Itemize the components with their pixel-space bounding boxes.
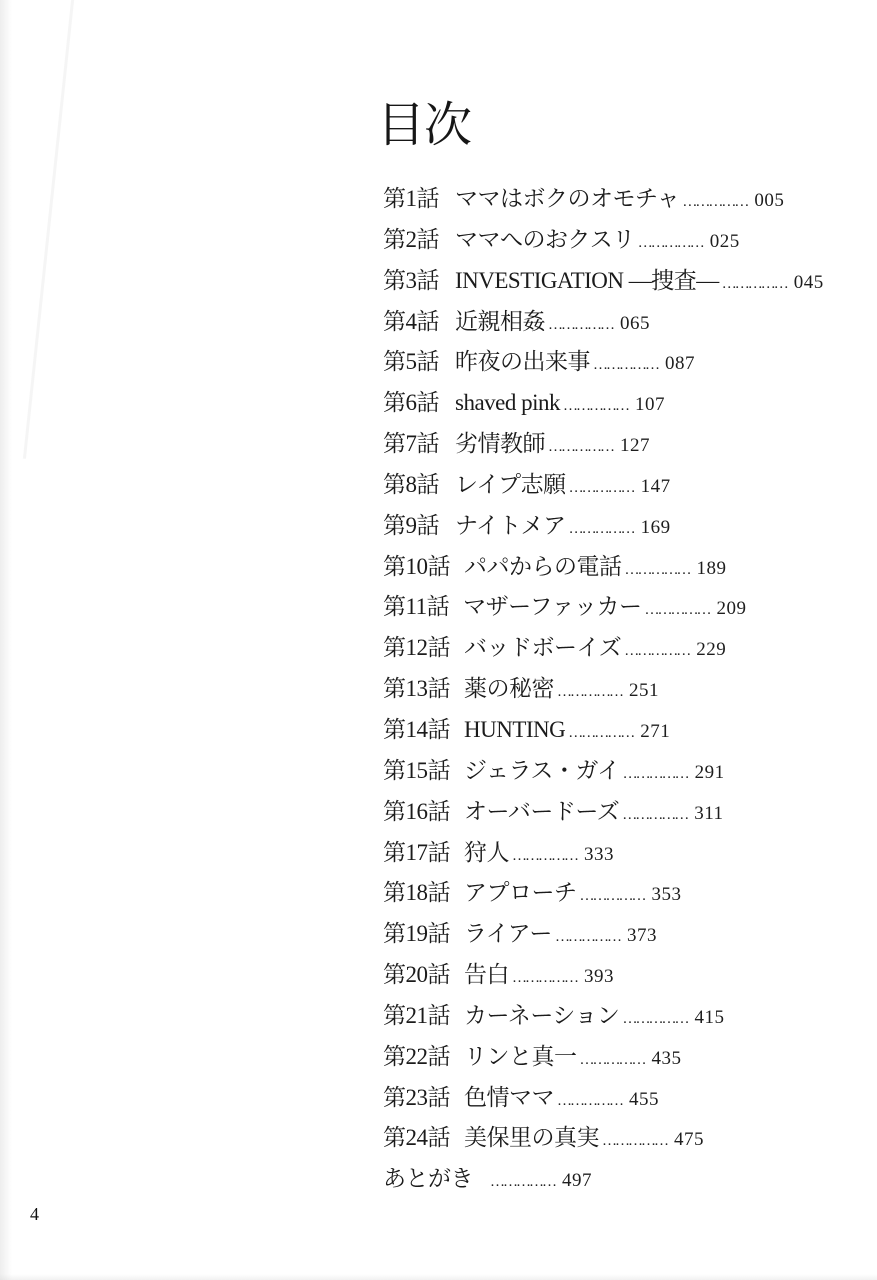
- chapter-label: 第14話: [383, 716, 450, 742]
- chapter-label: 第3話: [383, 267, 439, 293]
- toc-entry: [383, 955, 843, 996]
- dot-leader: ……………: [602, 1133, 667, 1150]
- toc-entry: [383, 1159, 843, 1200]
- dot-leader: ……………: [554, 929, 620, 946]
- dot-leader: ……………: [568, 479, 634, 496]
- chapter-title: 昨夜の出来事: [455, 349, 590, 375]
- dot-leader: ……………: [512, 847, 577, 864]
- chapter-title: リンと真一: [464, 1043, 577, 1069]
- dot-leader: ……………: [563, 398, 629, 415]
- chapter-label: 第19話: [383, 921, 450, 947]
- chapter-title: INVESTIGATION ―捜査―: [455, 267, 719, 293]
- dot-leader: ……………: [579, 1051, 645, 1068]
- dot-leader: ……………: [557, 684, 622, 701]
- toc-entry: [383, 792, 843, 833]
- chapter-label: 第23話: [383, 1084, 450, 1110]
- entry-page-number: 229: [696, 639, 727, 661]
- dot-leader: ……………: [622, 1010, 688, 1027]
- toc-entry: [383, 261, 843, 302]
- entry-page-number: 087: [665, 353, 695, 375]
- scan-edge-bottom: [0, 1274, 877, 1280]
- chapter-label: 第21話: [383, 1002, 450, 1028]
- toc-entry: [383, 302, 843, 343]
- toc-entry: [383, 220, 843, 261]
- entry-page-number: 373: [626, 925, 657, 947]
- folio-page-number: 4: [30, 1204, 39, 1224]
- chapter-title: カーネーション: [464, 1002, 620, 1028]
- dot-leader: ……………: [568, 520, 634, 537]
- chapter-title: マザーファッカー: [463, 594, 642, 620]
- toc-entry: [383, 873, 843, 914]
- chapter-label: 第5話: [383, 349, 439, 375]
- chapter-label: 第9話: [383, 512, 439, 538]
- chapter-title: オーバードーズ: [464, 798, 620, 824]
- toc-entry: [383, 1037, 843, 1078]
- chapter-label: 第6話: [383, 390, 439, 416]
- dot-leader: ……………: [624, 643, 690, 660]
- entry-page-number: 127: [620, 435, 650, 457]
- chapter-label: 第17話: [383, 839, 450, 865]
- toc-entry: [383, 506, 843, 547]
- chapter-title: 狩人: [464, 839, 509, 865]
- chapter-title: ママへのおクスリ: [455, 226, 635, 252]
- entry-page-number: 251: [629, 680, 659, 702]
- chapter-label: 第22話: [383, 1043, 450, 1069]
- entry-page-number: 005: [754, 190, 785, 211]
- chapter-title: パパからの電話: [464, 553, 622, 579]
- chapter-label: 第13話: [383, 676, 450, 702]
- chapter-title: ナイトメア: [455, 512, 566, 538]
- chapter-title: 近親相姦: [455, 308, 545, 334]
- dot-leader: ……………: [568, 724, 634, 741]
- toc-entry: [383, 424, 843, 465]
- toc-entry: [383, 547, 843, 588]
- chapter-label: あとがき: [383, 1166, 473, 1192]
- dot-leader: ……………: [622, 806, 688, 823]
- chapter-label: 第1話: [383, 186, 439, 211]
- toc-list: [383, 179, 843, 1200]
- dot-leader: ……………: [593, 357, 658, 374]
- chapter-title: 美保里の真実: [464, 1125, 599, 1151]
- chapter-title: ジェラス・ガイ: [464, 757, 620, 783]
- entry-page-number: 353: [651, 884, 682, 906]
- chapter-label: 第10話: [383, 553, 450, 579]
- entry-page-number: 333: [584, 843, 614, 865]
- toc-entry: [383, 751, 843, 792]
- toc-entry: [383, 833, 843, 874]
- toc-entry: [383, 628, 843, 669]
- dot-leader: ……………: [548, 316, 613, 333]
- dot-leader: ……………: [490, 1174, 555, 1191]
- dot-leader: ……………: [548, 439, 613, 456]
- chapter-title: バッドボーイズ: [464, 635, 622, 661]
- entry-page-number: 107: [635, 394, 666, 416]
- entry-page-number: 065: [620, 312, 650, 334]
- toc-entry: [383, 710, 843, 751]
- toc-entry: [383, 669, 843, 710]
- chapter-label: 第20話: [383, 962, 450, 988]
- page-title: 目次: [377, 99, 472, 152]
- chapter-label: 第7話: [383, 431, 439, 457]
- entry-page-number: 435: [651, 1047, 682, 1069]
- chapter-title: HUNTING: [464, 716, 566, 742]
- toc-entry: [383, 587, 843, 628]
- dot-leader: ……………: [682, 194, 748, 210]
- dot-leader: ……………: [644, 602, 710, 619]
- chapter-title: 色情ママ: [464, 1084, 554, 1110]
- entry-page-number: 025: [709, 230, 740, 252]
- entry-page-number: 311: [694, 802, 724, 824]
- toc-entry: [383, 1118, 843, 1159]
- dot-leader: ……………: [624, 561, 690, 578]
- dot-leader: ……………: [579, 888, 645, 905]
- chapter-label: 第11話: [383, 594, 450, 620]
- toc-entry: [383, 342, 843, 383]
- chapter-title: 劣情教師: [455, 431, 545, 457]
- entry-page-number: 147: [640, 475, 671, 497]
- entry-page-number: 291: [694, 761, 725, 783]
- entry-page-number: 475: [674, 1129, 704, 1151]
- toc-entry: [383, 996, 843, 1037]
- entry-page-number: 393: [584, 966, 614, 988]
- chapter-title: shaved pink: [455, 390, 561, 416]
- dot-leader: ……………: [721, 275, 787, 292]
- toc-entry: [383, 179, 843, 220]
- chapter-title: アプローチ: [464, 880, 577, 906]
- chapter-title: ライアー: [464, 921, 552, 947]
- scan-edge-left: [0, 0, 12, 1280]
- chapter-title: レイプ志願: [455, 471, 566, 497]
- toc-entry: [383, 465, 843, 506]
- toc-entry: [383, 1078, 843, 1119]
- dot-leader: ……………: [512, 970, 577, 987]
- chapter-label: 第24話: [383, 1125, 450, 1151]
- toc-entry: [383, 383, 843, 424]
- chapter-label: 第15話: [383, 757, 450, 783]
- entry-page-number: 455: [629, 1088, 659, 1110]
- chapter-label: 第16話: [383, 798, 450, 824]
- entry-page-number: 271: [640, 720, 671, 742]
- chapter-title: 告白: [464, 962, 509, 988]
- scan-streak-artifact: [23, 0, 76, 459]
- chapter-label: 第12話: [383, 635, 450, 661]
- chapter-label: 第18話: [383, 880, 450, 906]
- entry-page-number: 497: [562, 1170, 592, 1192]
- chapter-label: 第2話: [383, 226, 439, 252]
- chapter-title: ママはボクのオモチャ: [455, 186, 680, 211]
- chapter-title: 薬の秘密: [464, 676, 554, 702]
- dot-leader: ……………: [637, 234, 703, 251]
- entry-page-number: 415: [694, 1006, 725, 1028]
- chapter-label: 第4話: [383, 308, 439, 334]
- entry-page-number: 209: [716, 598, 747, 620]
- entry-page-number: 169: [640, 516, 671, 538]
- dot-leader: ……………: [622, 765, 688, 782]
- toc-entry: [383, 914, 843, 955]
- dot-leader: ……………: [557, 1092, 622, 1109]
- chapter-label: 第8話: [383, 471, 439, 497]
- entry-page-number: 189: [696, 557, 727, 579]
- entry-page-number: 045: [793, 271, 824, 293]
